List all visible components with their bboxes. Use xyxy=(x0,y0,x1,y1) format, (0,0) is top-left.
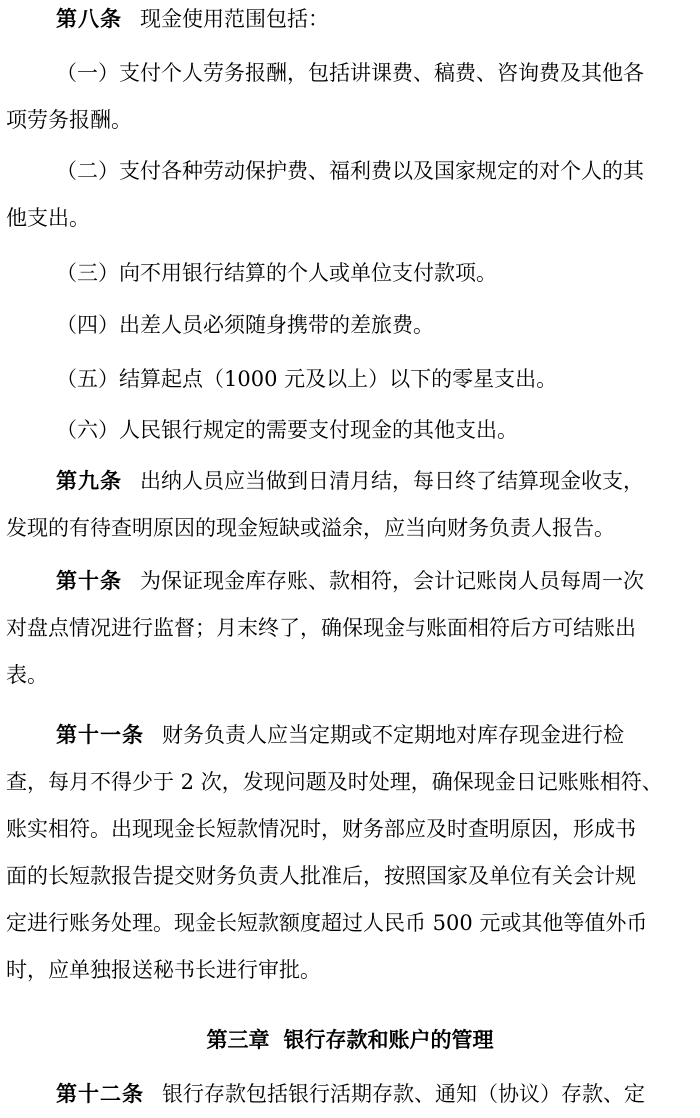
article-8-item-5 xyxy=(0,356,700,403)
article-8-item-4-line-1: （四）出差人员必须随身携带的差旅费。 xyxy=(56,313,434,337)
article-8-item-3-line-1: （三）向不用银行结算的个人或单位支付款项。 xyxy=(56,261,497,285)
article-8-item-1-line-1: （一）支付个人劳务报酬，包括讲课费、稿费、咨询费及其他各 xyxy=(56,61,644,85)
article-11-line-6: 时，应单独报送秘书长进行审批。 xyxy=(6,958,321,982)
article-10-title: 第十条 xyxy=(56,569,122,593)
article-10-line-1: 为保证现金库存账、款相符，会计记账岗人员每周一次 xyxy=(140,569,644,593)
article-11-line-4: 面的长短款报告提交财务负责人批准后，按照国家及单位有关会计规 xyxy=(6,864,636,888)
article-8-item-6 xyxy=(0,407,700,454)
article-8-intro: 现金使用范围包括： xyxy=(140,7,329,31)
chapter-3-title: 银行存款和账户的管理 xyxy=(283,1028,494,1052)
article-10-line-2: 对盘点情况进行监督；月末终了，确保现金与账面相符后方可结账出 xyxy=(6,616,636,640)
article-11-title: 第十一条 xyxy=(56,723,144,747)
article-9-line-1: 出纳人员应当做到日清月结，每日终了结算现金收支， xyxy=(140,469,644,493)
chapter-3-number: 第三章 xyxy=(206,1028,270,1052)
article-8-title: 第八条 xyxy=(56,7,122,31)
article-8-item-6-line-1: （六）人民银行规定的需要支付现金的其他支出。 xyxy=(56,418,518,442)
article-8-item-4 xyxy=(0,302,700,349)
article-12-title: 第十二条 xyxy=(56,1082,144,1106)
chapter-3-heading xyxy=(0,1017,700,1064)
article-8-heading xyxy=(0,0,700,43)
article-11-line-1: 财务负责人应当定期或不定期地对库存现金进行检 xyxy=(162,723,624,747)
article-9-title: 第九条 xyxy=(56,469,122,493)
article-12 xyxy=(0,1071,700,1118)
article-10 xyxy=(0,558,700,699)
article-8-item-5-line-1: （五）结算起点（1000 元及以上）以下的零星支出。 xyxy=(56,367,558,391)
article-8-item-2-line-2: 他支出。 xyxy=(6,206,90,230)
article-8-item-1 xyxy=(0,50,700,144)
article-8-item-2-line-1: （二）支付各种劳动保护费、福利费以及国家规定的对个人的其 xyxy=(56,159,644,183)
article-9-line-2: 发现的有待查明原因的现金短缺或溢余，应当向财务负责人报告。 xyxy=(6,516,615,540)
article-8-item-3 xyxy=(0,250,700,297)
article-9 xyxy=(0,458,700,552)
article-10-line-3: 表。 xyxy=(6,663,48,687)
article-11 xyxy=(0,712,700,994)
article-12-line-1: 银行存款包括银行活期存款、通知（协议）存款、定 xyxy=(162,1082,645,1106)
article-11-line-3: 账实相符。出现现金长短款情况时，财务部应及时查明原因，形成书 xyxy=(6,817,636,841)
article-8-item-2 xyxy=(0,148,700,242)
article-11-line-2: 查，每月不得少于 2 次，发现问题及时处理，确保现金日记账账相符、 xyxy=(6,770,663,794)
article-11-line-5: 定进行账务处理。现金长短款额度超过人民币 500 元或其他等值外币 xyxy=(6,911,648,935)
article-8-item-1-line-2: 项劳务报酬。 xyxy=(6,108,132,132)
